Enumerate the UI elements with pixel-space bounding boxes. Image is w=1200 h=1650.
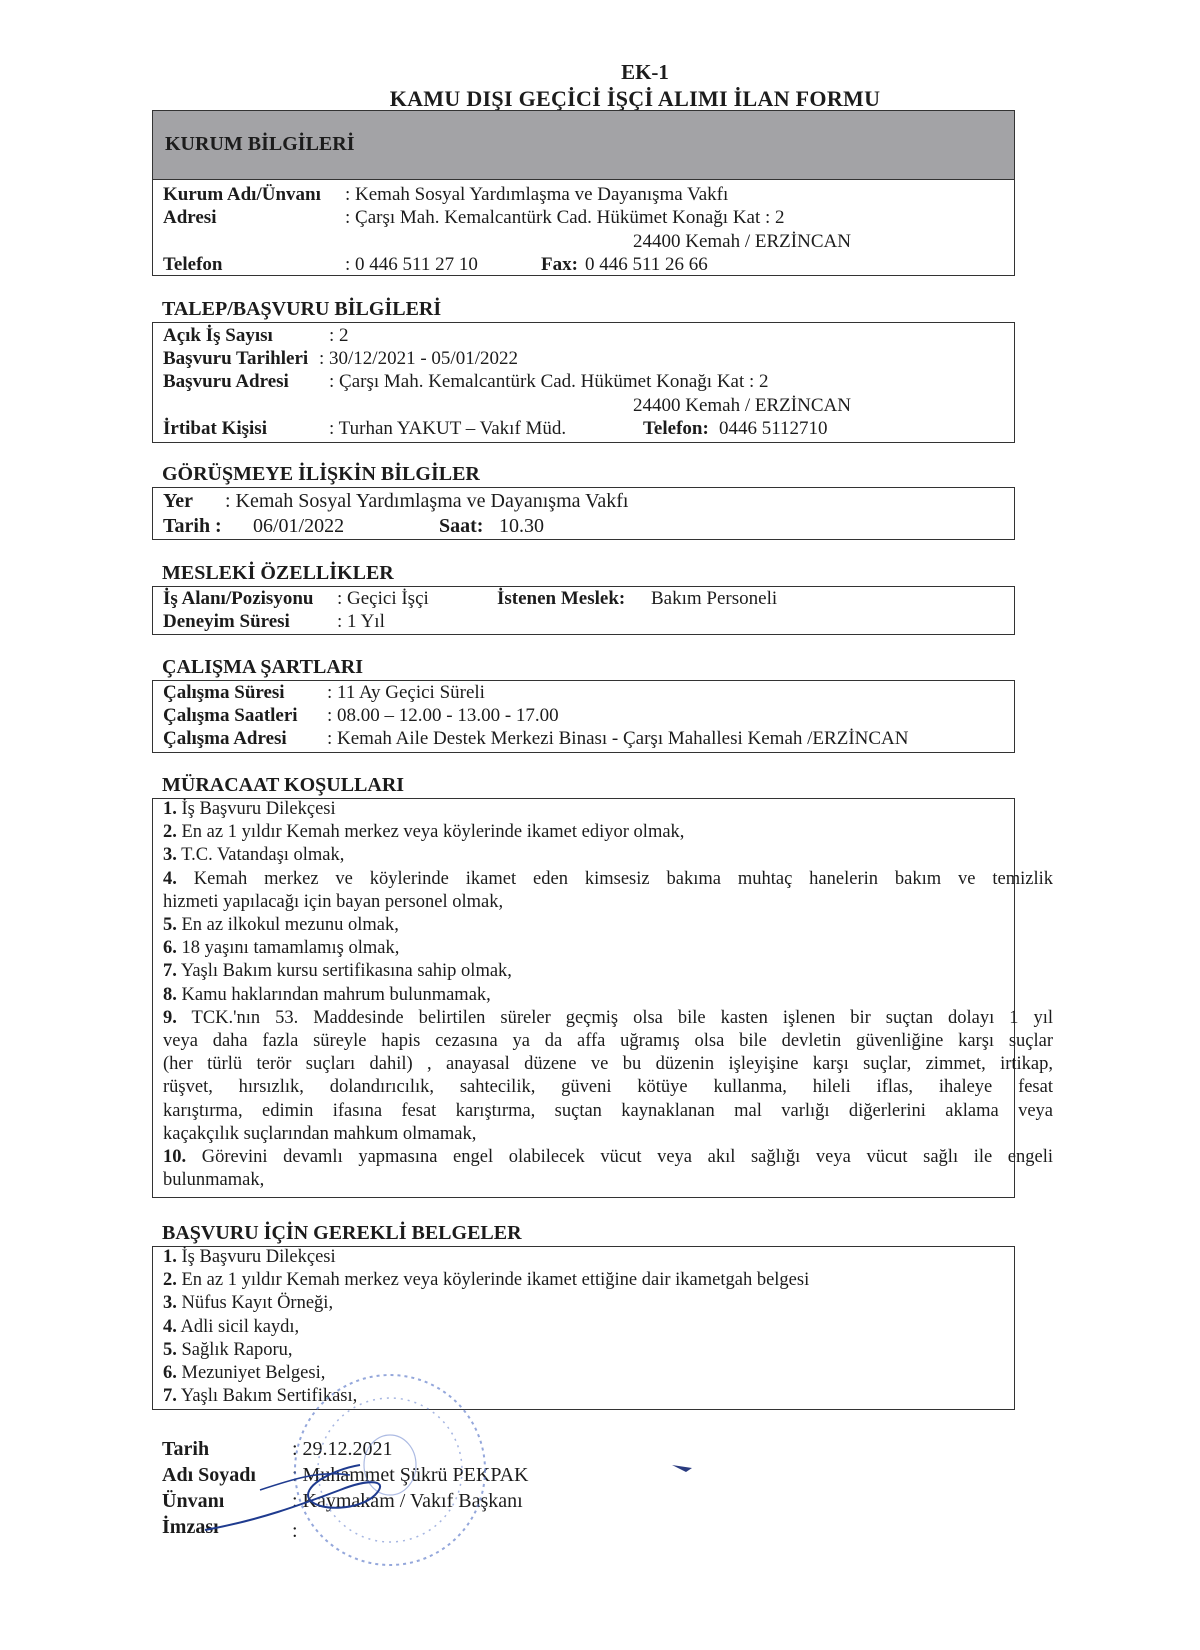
talep-addr-line1: : Çarşı Mah. Kemalcantürk Cad. Hükümet Konağı Kat : 2 [329, 371, 769, 392]
muracaat-line [163, 892, 503, 913]
talep-dates-value: : 30/12/2021 - 05/01/2022 [319, 348, 518, 369]
muracaat-line-text: kaçakçılık suçlarından mahkum olmamak, [163, 1123, 477, 1144]
mesleki-exp-value: : 1 Yıl [337, 611, 385, 632]
mesleki-job-value: Bakım Personeli [651, 588, 778, 609]
calisma-hours-label: Çalışma Saatleri [163, 705, 298, 726]
kurum-address-line1: : Çarşı Mah. Kemalcantürk Cad. Hükümet Konağı Kat : 2 [345, 207, 785, 228]
belgeler-line-text: Mezuniyet Belgesi, [181, 1363, 326, 1383]
muracaat-line-text: 18 yaşını tamamlamış olmak, [181, 938, 400, 959]
belgeler-line-text: Adli sicil kaydı, [180, 1316, 300, 1337]
muracaat-line-number: 7. [163, 961, 177, 982]
muracaat-line [163, 1031, 1053, 1052]
muracaat-line-text: (her türlü terör suçları dahil) , anayasal düzene ve bu düzenin işleyişine karşı suçlar, zimmet, irtikap, [163, 1054, 1053, 1075]
belgeler-line [163, 1317, 299, 1338]
talep-contact-phone-value: 0446 5112710 [719, 418, 828, 439]
kurum-phone-value: : 0 446 511 27 10 [345, 254, 478, 275]
muracaat-line [163, 985, 491, 1006]
kurum-name-label: Kurum Adı/Ünvanı [163, 184, 321, 205]
gorusme-time-label: Saat: [439, 515, 484, 537]
muracaat-line [163, 845, 344, 866]
gorusme-heading: GÖRÜŞMEYE İLİŞKİN BİLGİLER [162, 463, 480, 485]
muracaat-line [163, 961, 512, 982]
muracaat-line [163, 869, 1053, 890]
muracaat-line-number: 10. [163, 1147, 187, 1167]
muracaat-line [163, 799, 336, 820]
muracaat-line [163, 1147, 1053, 1168]
muracaat-line [163, 938, 399, 959]
gorusme-time-value: 10.30 [499, 515, 544, 537]
mesleki-exp-label: Deneyim Süresi [163, 611, 290, 632]
talep-section [152, 322, 1015, 443]
muracaat-line [163, 1170, 264, 1191]
gorusme-place-value: : Kemah Sosyal Yardımlaşma ve Dayanışma Vakfı [225, 490, 629, 512]
belgeler-line-number: 6. [163, 1363, 177, 1383]
calisma-duration-value: : 11 Ay Geçici Süreli [327, 682, 485, 703]
muracaat-line [163, 1077, 1053, 1098]
muracaat-line-text: Yaşlı Bakım kursu sertifikasına sahip olmak, [180, 961, 512, 982]
muracaat-line [163, 1054, 1053, 1075]
muracaat-line-text: T.C. Vatandaşı olmak, [181, 845, 345, 866]
calisma-heading: ÇALIŞMA ŞARTLARI [162, 656, 364, 678]
muracaat-line-text: İş Başvuru Dilekçesi [181, 799, 336, 819]
talep-open-value: : 2 [329, 325, 349, 346]
mesleki-job-label: İstenen Meslek: [497, 588, 626, 609]
sig-title-label: Ünvanı [162, 1490, 225, 1512]
muracaat-line-text: En az ilkokul mezunu olmak, [181, 915, 399, 935]
gorusme-place-label: Yer [163, 490, 193, 512]
belgeler-line-text: Nüfus Kayıt Örneği, [181, 1293, 334, 1314]
calisma-addr-label: Çalışma Adresi [163, 728, 287, 749]
muracaat-line [163, 1124, 476, 1145]
calisma-section [152, 680, 1015, 753]
calisma-duration-label: Çalışma Süresi [163, 682, 285, 703]
muracaat-line [163, 1008, 1053, 1029]
muracaat-line-number: 1. [163, 799, 177, 819]
muracaat-line-text: Kemah merkez ve köylerinde ikamet eden kimsesiz bakıma muhtaç hanelerin bakım ve temizlik [193, 868, 1054, 889]
muracaat-line-number: 6. [163, 938, 177, 959]
gorusme-date-value: 06/01/2022 [253, 515, 345, 537]
muracaat-line-number: 9. [163, 1007, 177, 1028]
belgeler-line-text: İş Başvuru Dilekçesi [181, 1247, 336, 1267]
muracaat-line [163, 915, 399, 936]
belgeler-line-text: Yaşlı Bakım Sertifikası, [180, 1386, 358, 1407]
muracaat-heading: MÜRACAAT KOŞULLARI [162, 774, 405, 796]
talep-contact-value: : Turhan YAKUT – Vakıf Müd. [329, 418, 567, 439]
talep-contact-label: İrtibat Kişisi [163, 418, 267, 439]
sig-sign-value: : [292, 1520, 298, 1542]
belgeler-line [163, 1247, 336, 1268]
kurum-heading: KURUM BİLGİLERİ [165, 133, 355, 155]
mesleki-section [152, 586, 1015, 635]
muracaat-line-text: veya daha fazla süreyle hapis cezasına ya da affa uğramış olsa bile devletin güvenliğine karşı suçlar [163, 1031, 1053, 1051]
sig-date-label: Tarih [162, 1438, 210, 1460]
belgeler-line-text: Sağlık Raporu, [181, 1339, 293, 1360]
gorusme-date-label: Tarih : [163, 515, 222, 537]
talep-addr-line2: 24400 Kemah / ERZİNCAN [633, 395, 851, 416]
kurum-section [152, 110, 1015, 276]
kurum-fax-label: Fax: [541, 254, 578, 275]
mesleki-heading: MESLEKİ ÖZELLİKLER [162, 562, 394, 584]
talep-heading: TALEP/BAŞVURU BİLGİLERİ [162, 298, 442, 320]
talep-contact-phone-label: Telefon: [643, 418, 709, 439]
form-title: KAMU DIŞI GEÇİCİ İŞÇİ ALIMI İLAN FORMU [389, 86, 881, 111]
muracaat-line [163, 822, 684, 843]
muracaat-section [152, 798, 1054, 1198]
muracaat-line-number: 8. [163, 984, 177, 1005]
belgeler-line-number: 2. [163, 1270, 177, 1291]
sig-date-value: : 29.12.2021 [292, 1438, 393, 1460]
belgeler-line [163, 1340, 293, 1361]
kurum-name-value: : Kemah Sosyal Yardımlaşma ve Dayanışma Vakfı [345, 184, 729, 205]
kurum-address-label: Adresi [163, 207, 217, 228]
sig-sign-label: İmzası [162, 1516, 219, 1538]
talep-addr-label: Başvuru Adresi [163, 371, 289, 392]
muracaat-line-text: karıştırma, edimin ifasına fesat karıştırma, suçtan kaynaklanan mal varlığı diğerlerini aklama veya [163, 1100, 1053, 1121]
belgeler-line [163, 1270, 809, 1291]
muracaat-line [163, 1101, 1053, 1122]
muracaat-line-text: bulunmamak, [163, 1170, 265, 1191]
belgeler-line-number: 7. [163, 1386, 177, 1407]
belgeler-heading: BAŞVURU İÇİN GEREKLİ BELGELER [162, 1222, 522, 1244]
belgeler-line-text: En az 1 yıldır Kemah merkez veya köylerinde ikamet ettiğine dair ikametgah belgesi [181, 1270, 810, 1291]
kurum-fax-value: 0 446 511 26 66 [585, 254, 708, 275]
kurum-address-line2: 24400 Kemah / ERZİNCAN [633, 231, 851, 252]
gorusme-section [152, 487, 1015, 540]
belgeler-line-number: 3. [163, 1293, 177, 1314]
mesleki-position-value: : Geçici İşçi [337, 588, 429, 609]
form-code: EK-1 [621, 60, 669, 84]
belgeler-line-number: 4. [163, 1316, 177, 1337]
mesleki-position-label: İş Alanı/Pozisyonu [163, 588, 314, 609]
talep-dates-label: Başvuru Tarihleri [163, 348, 309, 369]
muracaat-line-text: Kamu haklarından mahrum bulunmamak, [181, 984, 491, 1005]
sig-name-value: : Muhammet Şükrü PEKPAK [292, 1464, 529, 1486]
muracaat-line-text: Görevini devamlı yapmasına engel olabilecek vücut veya akıl sağlığı veya vücut sağlı ile engeli [201, 1147, 1054, 1167]
kurum-phone-label: Telefon [163, 254, 223, 275]
belgeler-line [163, 1293, 333, 1314]
belgeler-line-number: 5. [163, 1339, 177, 1360]
muracaat-line-number: 5. [163, 915, 177, 935]
belgeler-line-number: 1. [163, 1247, 177, 1267]
muracaat-line-number: 2. [163, 822, 177, 843]
muracaat-line-number: 4. [163, 868, 177, 889]
sig-name-label: Adı Soyadı [162, 1464, 256, 1486]
muracaat-line-text: En az 1 yıldır Kemah merkez veya köylerinde ikamet ediyor olmak, [181, 822, 685, 843]
muracaat-line-text: rüşvet, hırsızlık, dolandırıcılık, sahtecilik, güveni kötüye kullanma, hileli iflas, ihaleye fesat [163, 1077, 1053, 1098]
handwritten-signature-icon [200, 1450, 420, 1540]
muracaat-line-number: 3. [163, 845, 177, 866]
calisma-addr-value: : Kemah Aile Destek Merkezi Binası - Çarşı Mahallesi Kemah /ERZİNCAN [327, 728, 909, 749]
muracaat-line-text: hizmeti yapılacağı için bayan personel olmak, [163, 891, 504, 912]
muracaat-line-text: TCK.'nın 53. Maddesinde belirtilen süreler geçmiş olsa bile kasten işlenen bir suçtan dolayı 1 yıl [191, 1007, 1053, 1028]
pen-mark-icon [672, 1462, 696, 1474]
talep-open-label: Açık İş Sayısı [163, 325, 273, 346]
sig-title-value: : Kaymakam / Vakıf Başkanı [292, 1490, 523, 1512]
calisma-hours-value: : 08.00 – 12.00 - 13.00 - 17.00 [327, 705, 559, 726]
